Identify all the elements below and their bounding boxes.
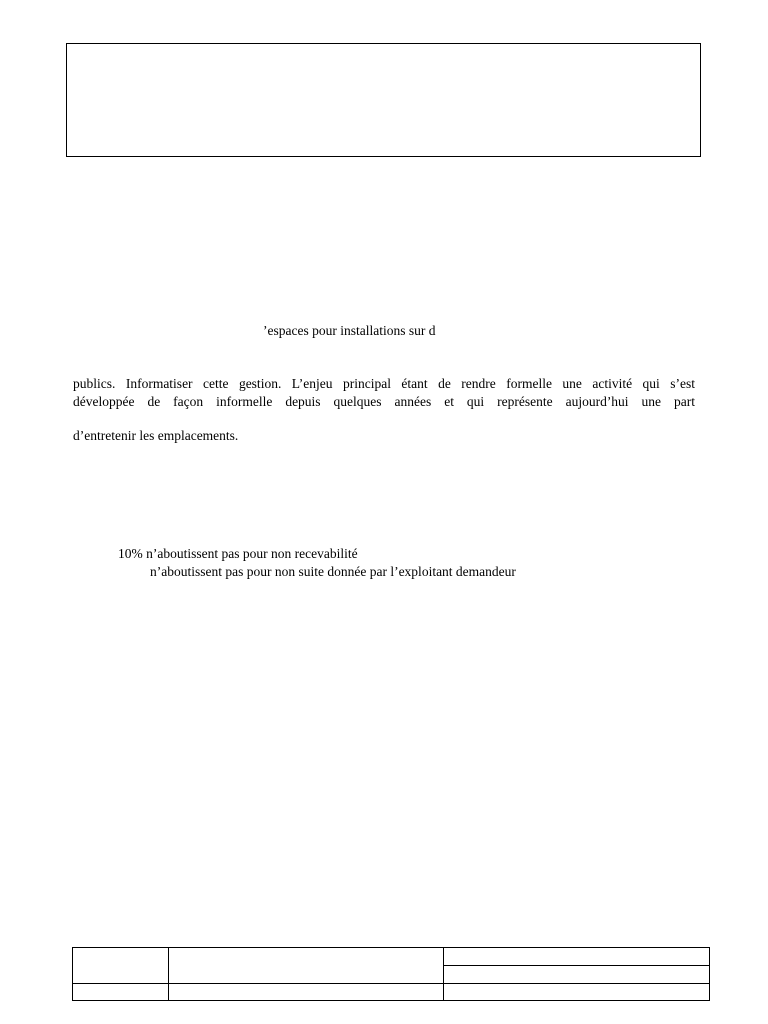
paragraph-line-3: d’entretenir les emplacements. xyxy=(73,428,239,443)
footer-cell-r1c1 xyxy=(73,948,169,984)
footer-table xyxy=(72,947,710,1001)
footer-cell-r2c1 xyxy=(73,984,169,1001)
footer-cell-r2c3 xyxy=(444,984,710,1001)
paragraph-line-2: développée de façon informelle depuis quelques années et qui représente aujourd’hui une part xyxy=(73,394,695,409)
paragraph-line-1: publics. Informatiser cette gestion. L’enjeu principal étant de rendre formelle une activité qui s’est xyxy=(73,376,695,391)
list-item: n’aboutissent pas pour non suite donnée par l’exploitant demandeur xyxy=(150,564,516,579)
fragment-line: ’espaces pour installations sur d xyxy=(263,323,436,338)
footer-cell-r1c3b xyxy=(444,966,710,984)
footer-cell-r2c2 xyxy=(169,984,444,1001)
footer-cell-r1c3a xyxy=(444,948,710,966)
footer-cell-r1c2 xyxy=(169,948,444,984)
list-item: 10% n’aboutissent pas pour non recevabilité xyxy=(118,546,358,561)
header-box xyxy=(66,43,701,157)
